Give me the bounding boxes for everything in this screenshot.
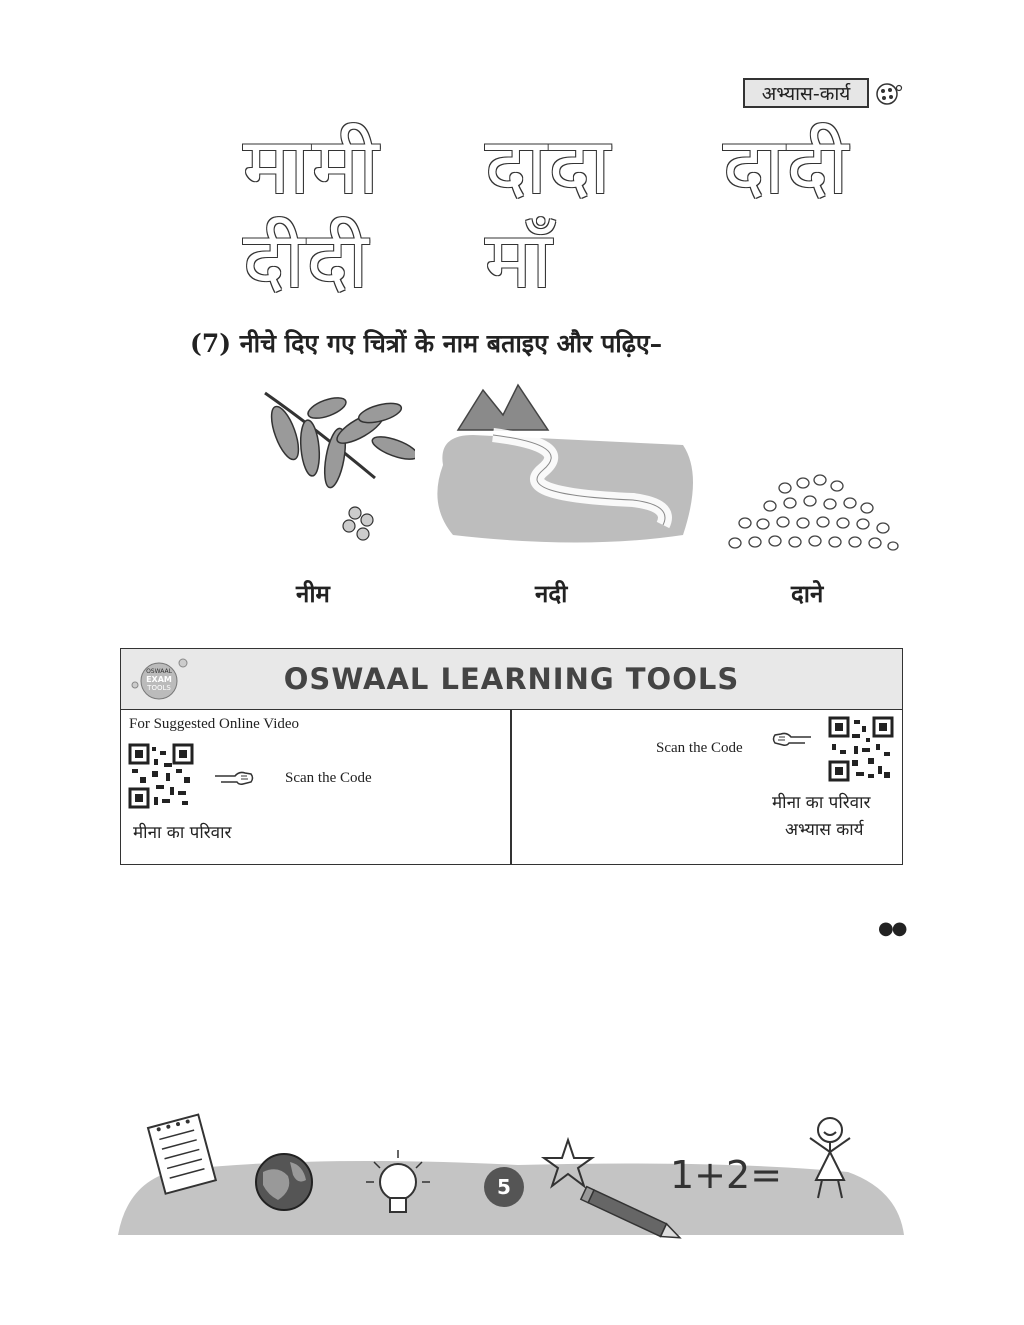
- qr-code-right[interactable]: [828, 716, 894, 782]
- river-icon: [433, 375, 703, 550]
- page-number: 5: [484, 1167, 524, 1207]
- trace-word-didi: दीदी: [243, 216, 371, 306]
- picture-label-neem: नीम: [296, 580, 330, 608]
- trace-word-maa: माँ: [485, 216, 554, 306]
- neem-branch-icon: [255, 388, 415, 548]
- suggested-video-heading: For Suggested Online Video: [129, 716, 300, 732]
- globe-icon: [256, 1154, 312, 1210]
- picture-label-nadi: नदी: [535, 580, 568, 608]
- learning-tools-title: OSWAAL LEARNING TOOLS: [283, 662, 740, 696]
- pointing-hand-icon: [771, 729, 813, 749]
- oswaal-logo: [129, 655, 189, 703]
- trace-word-dada: दादा: [485, 122, 613, 212]
- video-caption-right: मीना का परिवार: [772, 793, 871, 813]
- math-text: 1+2=: [670, 1153, 783, 1197]
- pointing-hand-icon: [213, 768, 255, 788]
- ladybug-icon: [873, 80, 903, 106]
- grains-icon: [725, 468, 900, 558]
- decorative-dots: ●●: [878, 918, 906, 939]
- video-caption-left: मीना का परिवार: [133, 823, 232, 843]
- scan-code-label-right: Scan the Code: [656, 740, 743, 756]
- svg-text:TOOLS: TOOLS: [147, 684, 171, 692]
- trace-word-mami: मामी: [243, 122, 381, 212]
- picture-label-daane: दाने: [791, 580, 824, 608]
- learning-tools-box: [120, 648, 903, 865]
- video-caption-right-line2: अभ्यास कार्य: [785, 820, 864, 840]
- svg-text:EXAM: EXAM: [146, 675, 172, 684]
- svg-text:OSWAAL: OSWAAL: [146, 668, 172, 675]
- learning-tools-header: [121, 649, 902, 710]
- question-text: (7) नीचे दिए गए चित्रों के नाम बताइए और पढ़िए–: [190, 329, 663, 358]
- qr-code-left[interactable]: [128, 743, 194, 809]
- section-tag: अभ्यास-कार्य: [743, 78, 869, 108]
- trace-word-dadi: दादी: [723, 122, 851, 212]
- scan-code-label-left: Scan the Code: [285, 770, 372, 786]
- column-divider: [510, 709, 512, 864]
